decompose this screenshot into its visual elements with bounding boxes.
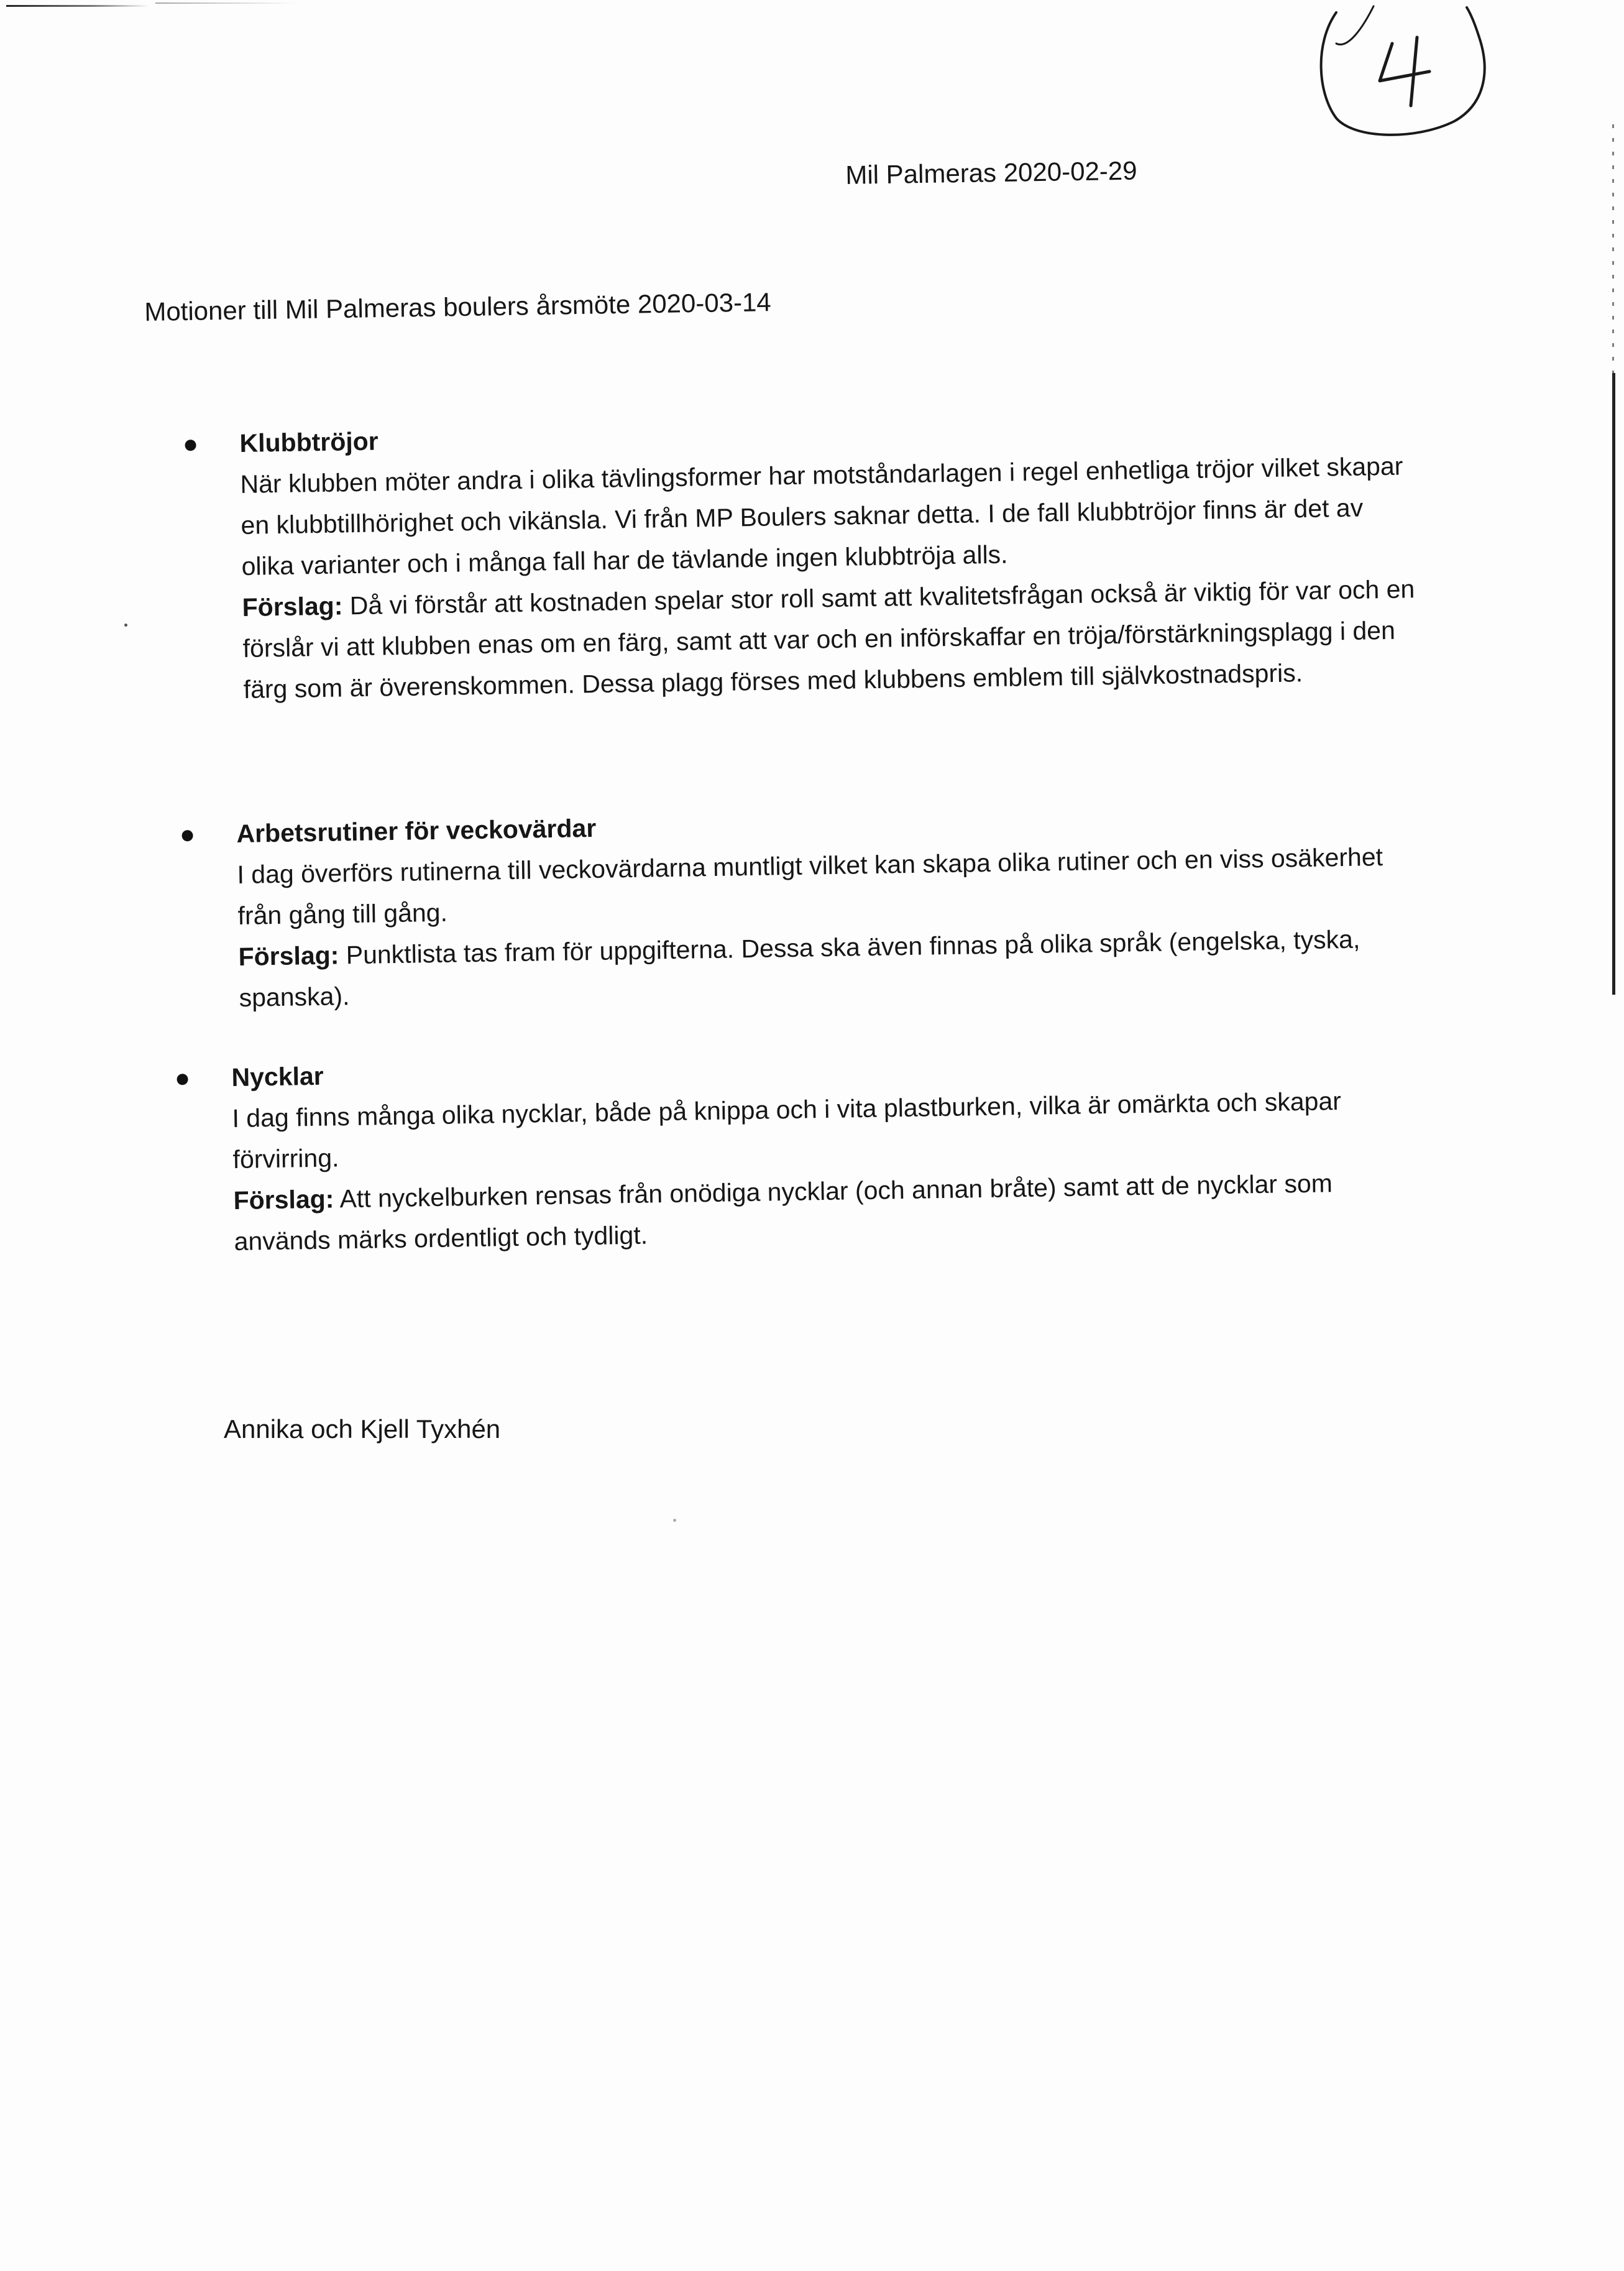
proposal-label: Förslag: <box>242 591 343 622</box>
proposal-label: Förslag: <box>233 1184 334 1215</box>
bullet-point <box>185 440 196 451</box>
scan-artifact-top-faint <box>155 2 298 4</box>
motion-heading: Klubbtröjor <box>239 426 379 458</box>
scan-artifact-top <box>6 5 149 7</box>
proposal-label: Förslag: <box>238 941 339 971</box>
scan-artifact-right-edge <box>1612 373 1615 995</box>
motion-body: I dag överförs rutinerna till veckovärdarna muntligt vilket kan skapa olika rutiner och en viss osäkerhet från gång till gång. <box>237 842 1383 930</box>
motion-heading: Nycklar <box>231 1061 324 1092</box>
handwritten-digit <box>1380 37 1429 106</box>
handwritten-page-number-stamp <box>1311 0 1492 143</box>
scan-speck <box>673 1519 676 1522</box>
proposal-text: Punktlista tas fram för uppgifterna. Dessa ska även finnas på olika språk (engelska, tyska, spanska). <box>239 924 1360 1012</box>
motion-item <box>231 1038 1415 1262</box>
proposal-text: Att nyckelburken rensas från onödiga nycklar (och annan bråte) samt att de nycklar som används märks ordentligt och tydligt. <box>234 1169 1333 1256</box>
motion-heading: Arbetsrutiner för veckovärdar <box>236 813 597 848</box>
bullet-point <box>177 1074 188 1085</box>
scan-speck <box>124 624 127 627</box>
motion-item <box>239 404 1424 710</box>
header-place-date: Mil Palmeras 2020-02-29 <box>845 155 1137 190</box>
proposal-text: Då vi förstår att kostnaden spelar stor roll samt att kvalitetsfrågan också är viktig för var och en förslår vi att klubben enas om en färg, samt att var och en införskaffar en tröja/förstärkningsplagg i den färg som är överenskommen. Dessa plagg förses med klubbens emblem till självkostnadspris. <box>242 574 1415 704</box>
motion-body: När klubben möter andra i olika tävlingsformer har motståndarlagen i regel enhetliga tröjor vilket skapar en klubbtillhörighet och vikänsla. Vi från MP Boulers saknar detta. I de fall klubbtröjor finns är det av olika varianter och i många fall har de tävlande ingen klubbtröja alls. <box>240 451 1403 581</box>
document-title: Motioner till Mil Palmeras boulers årsmöte 2020-03-14 <box>144 287 772 326</box>
motion-proposal <box>242 568 1424 710</box>
bullet-point <box>181 830 193 841</box>
motion-body: I dag finns många olika nycklar, både på knippa och i vita plastburken, vilka är omärkta och skapar förvirring. <box>232 1086 1342 1174</box>
signature-names: Annika och Kjell Tyxhén <box>224 1414 501 1444</box>
motion-item <box>236 795 1420 1018</box>
